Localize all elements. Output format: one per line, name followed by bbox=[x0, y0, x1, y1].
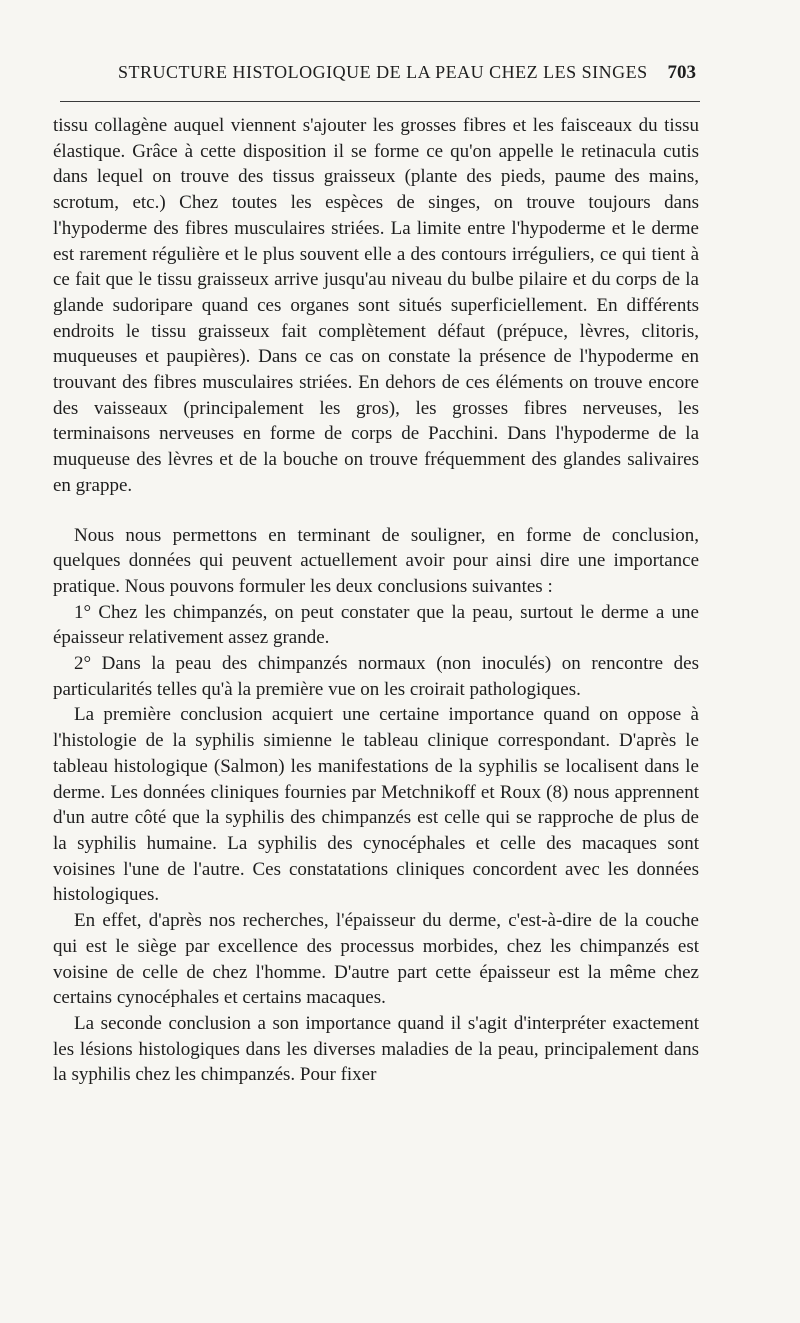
paragraph-first-conclusion: La première conclusion acquiert une certaine importance quand on oppose à l'histologie de la syphilis simienne le tableau clinique correspondant. D'après le tableau histologique (Salmon) les manifestations de la syphilis se localisent dans le derme. Les données cliniques fournies par Metchnikoff et Roux (8) nous apprennent d'un autre côté que la syphilis des chimpanzés est celle qui se rapproche de plus de la syphilis humaine. La syphilis des cynocéphales et celle des macaques sont voisines l'une de l'autre. Ces constatations cliniques concordent avec les données histologiques. bbox=[53, 704, 699, 906]
body-text bbox=[53, 113, 699, 1088]
page-number: 703 bbox=[667, 62, 696, 83]
paragraph-conclusion-2: 2° Dans la peau des chimpanzés normaux (non inoculés) on rencontre des particularités telles qu'à la première vue on les croirait pathologiques. bbox=[53, 653, 699, 700]
paragraph-conclusion-1: 1° Chez les chimpanzés, on peut constater que la peau, surtout le derme a une épaisseur relativement assez grande. bbox=[53, 601, 699, 649]
running-header bbox=[0, 58, 800, 88]
paragraph-conclusion-intro: Nous nous permettons en terminant de souligner, en forme de conclusion, quelques données qui peuvent actuellement avoir pour ainsi dire une importance pratique. Nous pouvons formuler les deux conclusions suivantes : bbox=[53, 524, 699, 597]
paragraph-second-conclusion: La seconde conclusion a son importance quand il s'agit d'interpréter exactement les lésions histologiques dans les diverses maladies de la peau, principalement dans la syphilis chez les chimpanzés. Pour fixer bbox=[53, 1012, 699, 1086]
header-rule bbox=[60, 101, 700, 102]
paragraph-dermis-thickness: En effet, d'après nos recherches, l'épaisseur du derme, c'est-à-dire de la couche qui est le siège par excellence des processus morbides, chez les chimpanzés est voisine de celle de chez l'homme. D'autre part cette épaisseur est la même chez certains cynocéphales et certains macaques. bbox=[53, 910, 699, 1009]
running-title: STRUCTURE HISTOLOGIQUE DE LA PEAU CHEZ LES SINGES bbox=[118, 62, 648, 82]
paragraph-hypoderm-continued: tissu collagène auquel viennent s'ajouter les grosses fibres et les faisceaux du tissu élastique. Grâce à cette disposition il se forme ce qu'on appelle le retinacula cutis dans lequel on trouve des tissus graisseux (plante des pieds, paume des mains, scrotum, etc.) Chez toutes les espèces de singes, on trouve toujours dans l'hypoderme des fibres musculaires striées. La limite entre l'hypoderme et le derme est rarement régulière et le plus souvent elle a des contours irréguliers, ce qui tient à ce fait que le tissu graisseux arrive jusqu'au niveau du bulbe pilaire et du corps de la glande sudoripare quand ces organes sont situés superficiellement. En différents endroits le tissu graisseux fait complètement défaut (prépuce, lèvres, clitoris, muqueuses et paupières). Dans ce cas on constate la présence de l'hypoderme en trouvant des fibres musculaires striées. En dehors de ces éléments on trouve encore des vaisseaux (principalement les gros), les grosses fibres nerveuses, les terminaisons nerveuses en forme de corps de Pacchini. Dans l'hypoderme de la muqueuse des lèvres et de la bouche on trouve fréquemment des glandes salivaires en grappe. bbox=[53, 115, 699, 496]
